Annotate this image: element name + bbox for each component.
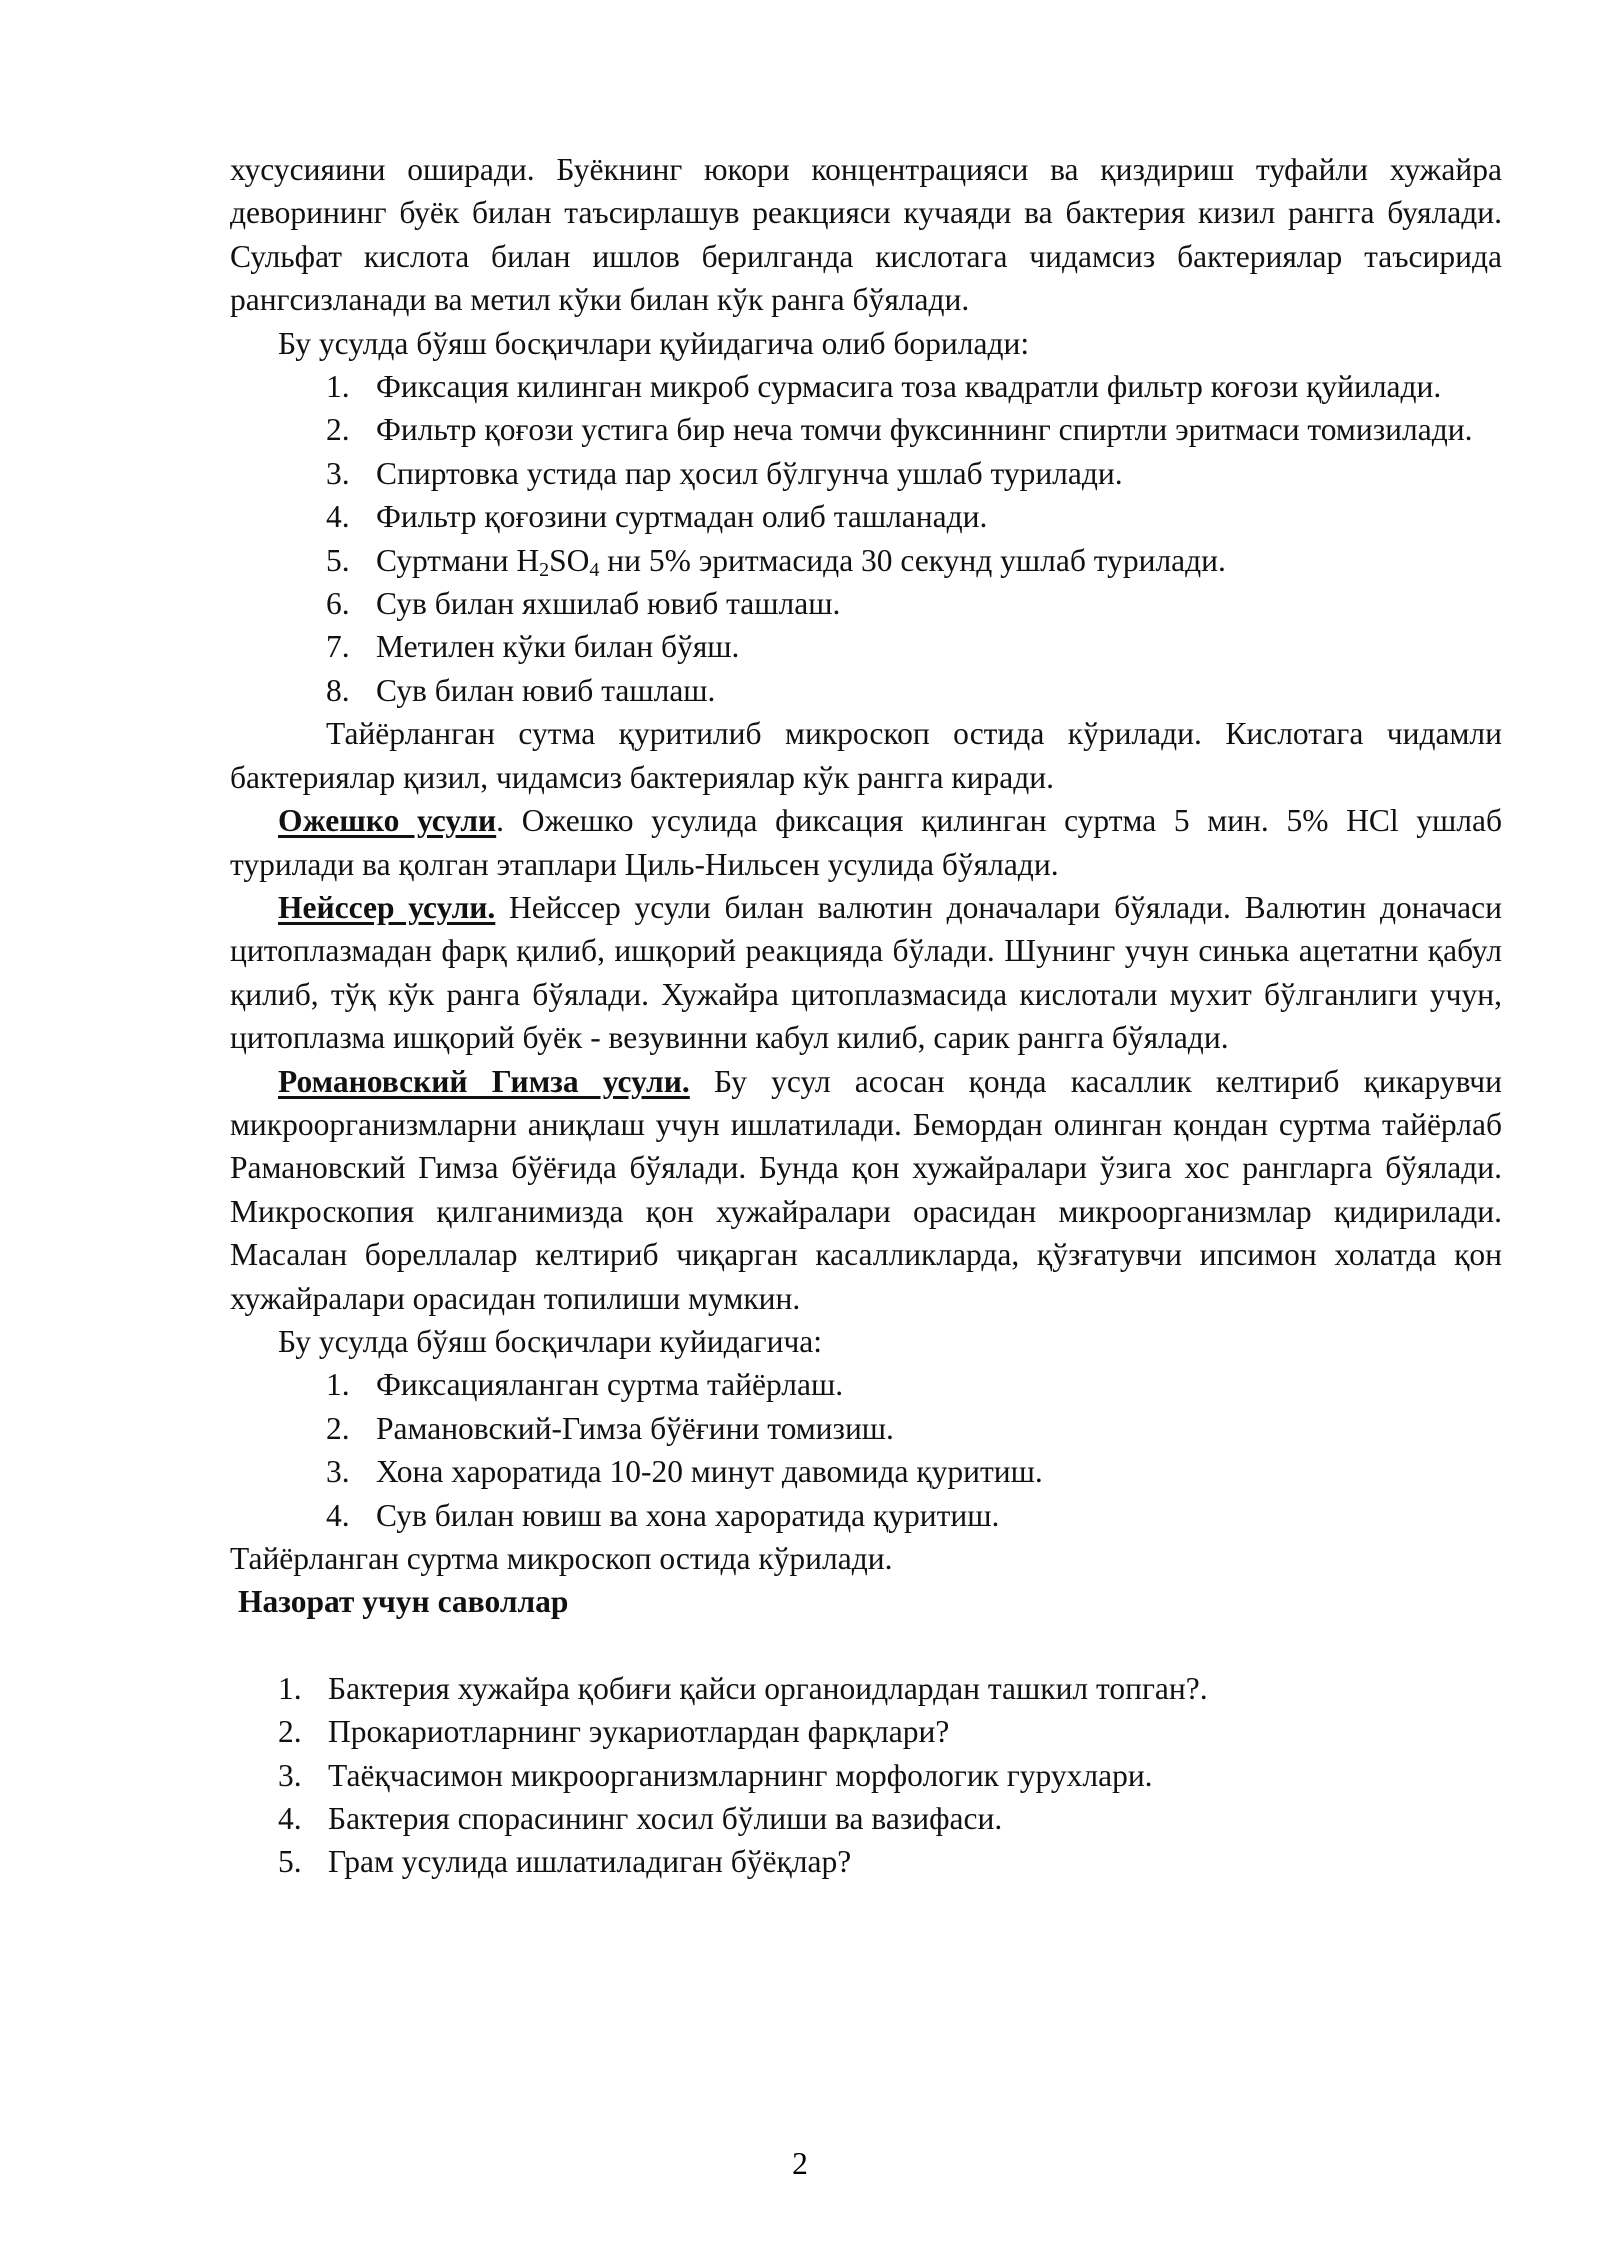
list-item: 4. Фильтр қоғозини суртмадан олиб ташланади. — [326, 499, 988, 535]
list-item: 6. Сув билан яхшилаб ювиб ташлаш. — [326, 586, 841, 622]
paragraph-romanovsky: Романовский Гимза усули. Бу усул асосан қонда касаллик келтириб қикарувчи микроорганизмларни аниқлаш учун ишлатилади. Бемордан олинган қондан суртма тайёрлаб Рамановский Гимза бўёғида бўялади. Бунда қон хужайралари ўзига хос рангларга бўялади. Микроскопия қилганимизда қон хужайралари орасидан микроорганизмлар қидирилади. Масалан бореллалар келтириб чиқарган касалликларда, қўзғатувчи ипсимон холатда қон хужайралари орасидан топилиши мумкин. — [230, 1063, 1503, 1316]
list-item: 5. Суртмани $H_2SO_4$ ни 5% эритмасида 30 секунд ушлаб турилади. — [326, 542, 1226, 581]
spacer — [230, 1624, 1502, 1667]
list-item: 2. Фильтр қоғози устига бир неча томчи фуксиннинг спиртли эритмаси томизилади. — [326, 412, 1473, 448]
method-title-ozheshko: Ожешко усули — [278, 803, 497, 839]
paragraph-intro: хусусияини оширади. Буёкнинг юкори концентрацияси ва қиздириш туфайли хужайра деворининг буёк билан таъсирлашув реакцияси кучаяди ва бактерия кизил рангга буялади. Сульфат кислота билан ишлов берилганда кислотага чидамсиз бактериялар таъсирида рангсизланади ва метил кўки билан кўк ранга бўялади. — [230, 152, 1502, 318]
staining-steps-list — [230, 365, 1502, 712]
list-item: 4. Сув билан ювиш ва хона хароратида қуритиш. — [326, 1497, 1000, 1533]
method-title-neisser: Нейссер усули. — [278, 889, 496, 925]
list-item: 5. Грам усулида ишлатиладиган бўёқлар? — [278, 1844, 852, 1880]
list-item: 2. Рамановский-Гимза бўёғини томизиш. — [326, 1410, 894, 1446]
list-item: 3. Таёқчасимон микроорганизмларнинг морфологик гурухлари. — [278, 1757, 1153, 1793]
list-item: 2. Прокариотларнинг эукариотлардан фарқлари? — [278, 1714, 950, 1750]
questions-list — [230, 1667, 1502, 1884]
list-item: 3. Хона хароратида 10-20 минут давомида қуритиш. — [326, 1454, 1043, 1490]
paragraph-final: Тайёрланган суртма микроскоп остида кўрилади. — [230, 1541, 893, 1576]
list-item: 1. Фиксация килинган микроб сурмасига тоза квадратли фильтр коғози қуйилади. — [326, 369, 1442, 405]
page-number: 2 — [792, 2146, 808, 2181]
paragraph-neisser: Нейссер усули. Нейссер усули билан валютин доначалари бўялади. Валютин доначаси цитоплазмадан фарқ қилиб, ишқорий реакцияда бўлади. Шунинг учун синька ацетатни қабул қилиб, тўқ кўк ранга бўялади. Хужайра цитоплазмасида кислотали мухит бўлганлиги учун, цитоплазма ишқорий буёк - везувинни кабул килиб, сарик рангга бўялади. — [230, 889, 1502, 1056]
list-item: 3. Спиртовка устида пар ҳосил бўлгунча ушлаб турилади. — [326, 455, 1123, 491]
list-item: 8. Сув билан ювиб ташлаш. — [326, 672, 716, 708]
list-item: 1. Фиксацияланган суртма тайёрлаш. — [326, 1367, 844, 1403]
list-item: 7. Метилен кўки билан бўяш. — [326, 629, 740, 665]
paragraph-steps-intro-2: Бу усулда бўяш босқичлари куйидагича: — [278, 1323, 823, 1359]
method-title-romanovsky: Романовский Гимза усули. — [278, 1063, 690, 1099]
paragraph-steps-intro: Бу усулда бўяш босқичлари қуйидагича олиб борилади: — [278, 325, 1030, 361]
paragraph-result: Тайёрланган сутма қуритилиб микроскоп остида кўрилади. Кислотага чидамли бактериялар қизил, чидамсиз бактериялар кўк рангга киради. — [230, 716, 1502, 795]
questions-heading: Назорат учун саволлар — [238, 1584, 569, 1620]
list-item: 1. Бактерия хужайра қобиғи қайси органоидлардан ташкил топган?. — [278, 1670, 1208, 1706]
paragraph-ozheshko: Ожешко усули. Ожешко усулида фиксация қилинган суртма 5 мин. 5% HCl ушлаб турилади ва қолган этаплари Циль-Нильсен усулида бўялади. — [230, 803, 1502, 882]
giemsa-steps-list — [230, 1363, 1502, 1537]
list-item: 4. Бактерия спорасининг хосил бўлиши ва вазифаси. — [278, 1801, 1003, 1837]
